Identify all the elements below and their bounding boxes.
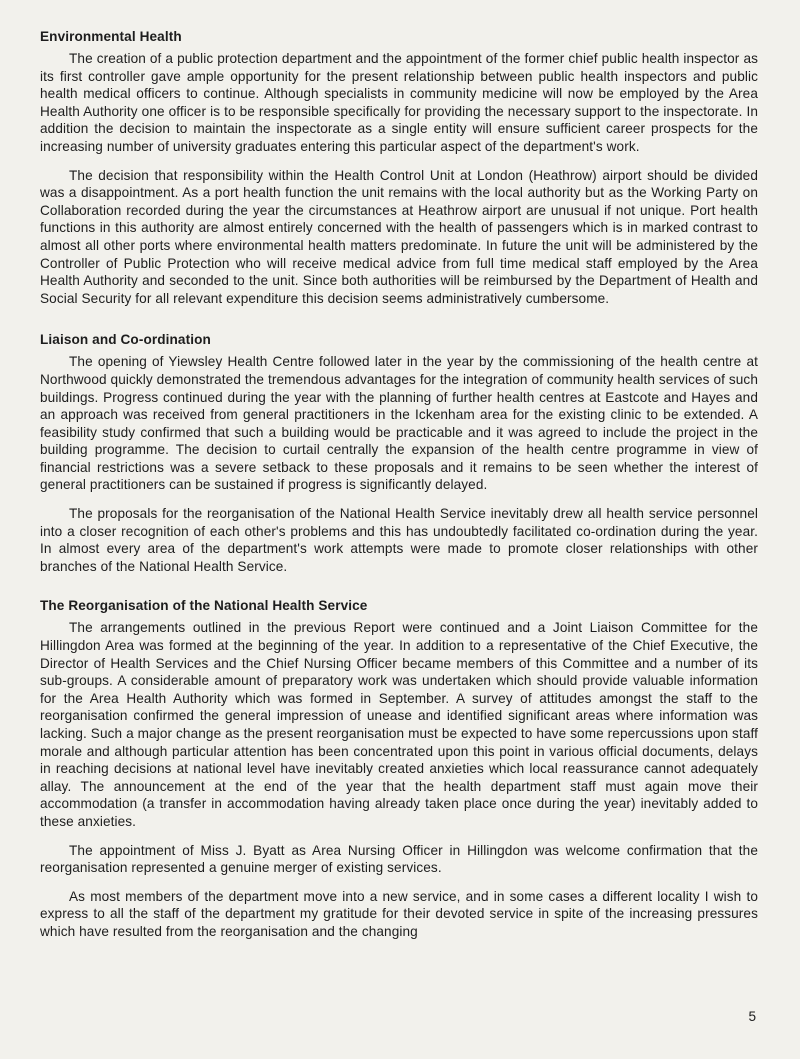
paragraph: The opening of Yiewsley Health Centre followed later in the year by the commissioning of the health centre at Northwood quickly demonstrated the tremendous advantages for the integration of community health services of such buildings. Progress continued during the year with the planning of further health centres at Eastcote and Hayes and an approach was received from general practitioners in the Ickenham area for the existing clinic to be extended. A feasibility study confirmed that such a building would be practicable and it was agreed to include the project in the building programme. The decision to curtail centrally the expansion of the health centre programme in view of financial restrictions was a severe setback to these proposals and it remains to be seen whether the interest of general practitioners can be sustained if progress is significantly delayed.	[40, 354, 758, 493]
section-heading: Liaison and Co-ordination	[40, 332, 211, 348]
section-reorganisation	[40, 597, 758, 940]
section-liaison-coordination	[40, 331, 758, 575]
paragraph: The proposals for the reorganisation of the National Health Service inevitably drew all health service personnel into a closer recognition of each other's problems and this has undoubtedly facilitated co-ordination during the year. In almost every area of the department's work attempts were made to promote closer relationships with other branches of the National Health Service.	[40, 506, 758, 574]
paragraph: The decision that responsibility within the Health Control Unit at London (Heathrow) airport should be divided was a disappointment. As a port health function the unit remains with the local authority but as the Working Party on Collaboration recorded during the year the circumstances at Heathrow airport are unusual if not unique. Port health functions in this authority are almost entirely concerned with the health of passengers which is in marked contrast to almost all other ports where environmental health matters predominate. In future the unit will be administered by the Controller of Public Protection who will receive medical advice from full time medical staff employed by the Area Health Authority and seconded to the unit. Since both authorities will be reimbursed by the Department of Health and Social Security for all relevant expenditure this decision seems administratively cumbersome.	[40, 167, 758, 306]
page-number: 5	[748, 1009, 756, 1024]
paragraph: The creation of a public protection department and the appointment of the former chief public health inspector as its first controller gave ample opportunity for the present relationship between public health inspectors and public health medical officers to continue. Although specialists in community medicine will now be employed by the Area Health Authority one officer is to be responsible specifically for providing the necessary support to the inspectorate. In addition the decision to maintain the inspectorate as a single entity will ensure sufficient career prospects for the increasing number of university graduates entering this particular aspect of the department's work.	[40, 51, 758, 154]
paragraph: The arrangements outlined in the previous Report were continued and a Joint Liaison Committee for the Hillingdon Area was formed at the beginning of the year. In addition to a representative of the Chief Executive, the Director of Health Services and the Chief Nursing Officer became members of this Committee and a number of its sub-groups. A considerable amount of preparatory work was undertaken which should provide valuable information for the Area Health Authority which was formed in September. A survey of attitudes amongst the staff to the reorganisation confirmed the general impression of unease and identified significant areas where information was lacking. Such a major change as the present reorganisation must be expected to have some repercussions upon staff morale and although particular attention has been concentrated upon this point in various official documents, delays in reaching decisions at national level have inevitably created anxieties which local reassurance cannot adequately allay. The announcement at the end of the year that the health department staff must again move their accommodation (a transfer in accommodation having already taken place once during the year) inevitably added to these anxieties.	[40, 620, 758, 829]
section-environmental-health	[40, 28, 758, 307]
section-heading: The Reorganisation of the National Health Service	[40, 598, 368, 614]
paragraph: The appointment of Miss J. Byatt as Area Nursing Officer in Hillingdon was welcome confirmation that the reorganisation represented a genuine merger of existing services.	[40, 842, 758, 876]
section-heading: Environmental Health	[40, 29, 182, 44]
paragraph: As most members of the department move into a new service, and in some cases a different locality I wish to express to all the staff of the department my gratitude for their devoted service in spite of the increasing pressures which have resulted from the reorganisation and the changing	[40, 888, 758, 939]
